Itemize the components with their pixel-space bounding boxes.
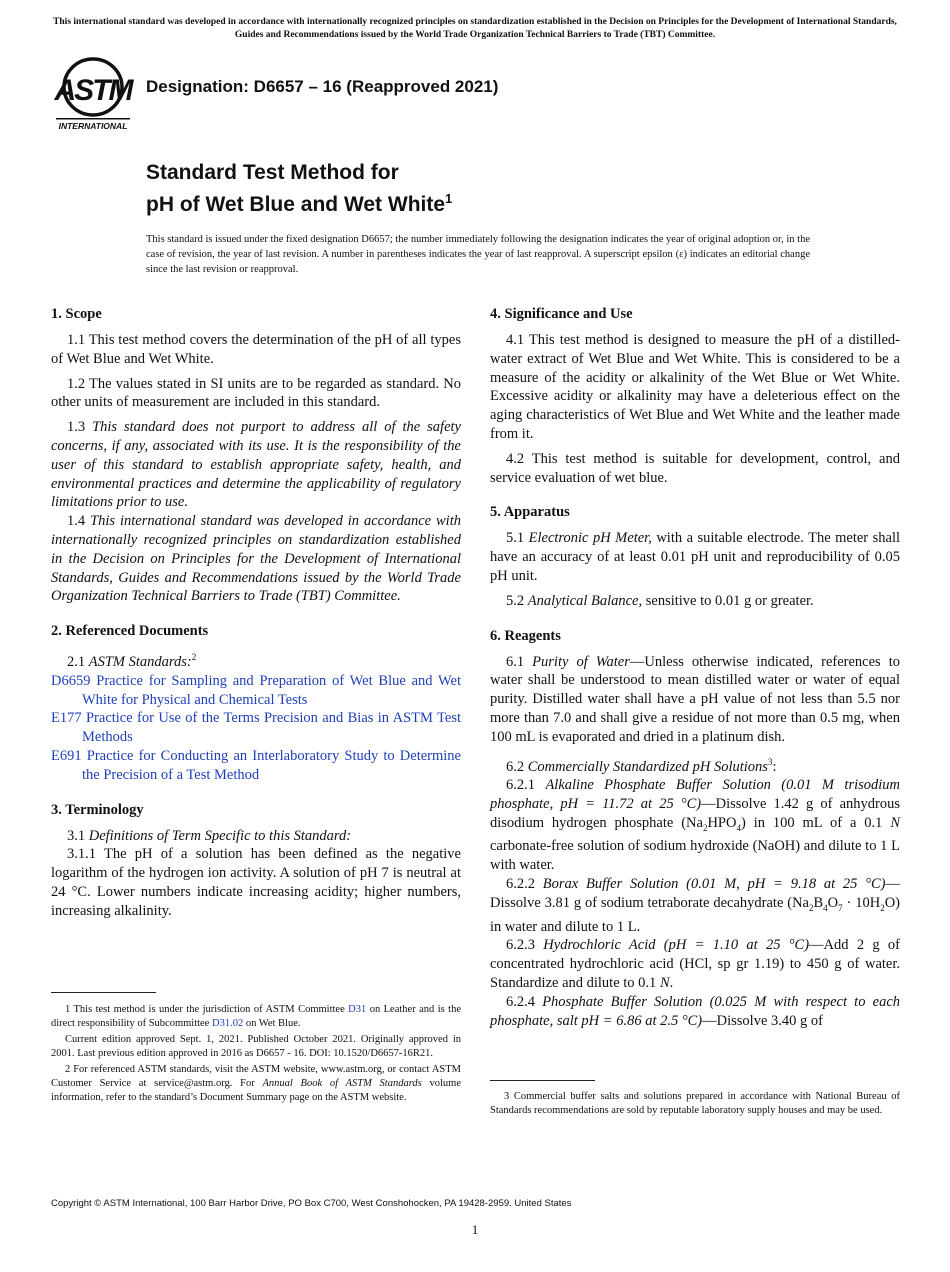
footnote-text: on Wet Blue.	[243, 1018, 301, 1029]
footnote-rule-right	[490, 1080, 595, 1081]
footnote-text: 2 For referenced ASTM standards, visit the ASTM website, www.astm.org, or contact ASTM Customer Service at service@astm.org. For	[51, 1064, 461, 1089]
document-title	[146, 160, 452, 218]
para-number: 5.2	[506, 592, 528, 609]
para-text: ) in 100 mL of a 0.1	[740, 814, 891, 831]
para-4-2: 4.2 This test method is suitable for development, control, and service evaluation of wet blue.	[490, 450, 900, 486]
footnote-text: volume information, refer to the standard’s Document Summary page on the ASTM website.	[51, 1078, 461, 1103]
para-text: · 10H	[842, 894, 881, 911]
para-text: O	[827, 894, 839, 911]
astm-logo	[52, 56, 134, 132]
section-6-heading: 6. Reagents	[490, 627, 561, 644]
para-number: 6.1	[506, 653, 533, 670]
page-number: 1	[471, 1222, 479, 1237]
reference-code[interactable]: E691	[51, 747, 82, 764]
para-text: :	[772, 758, 777, 775]
para-2-1	[51, 648, 461, 672]
section-2-heading: 2. Referenced Documents	[51, 623, 209, 640]
reference-d6659[interactable]	[51, 672, 461, 710]
section-3-heading: 3. Terminology	[51, 801, 144, 818]
left-column	[51, 305, 461, 927]
para-number: 1.3	[67, 419, 93, 436]
para-number: 3.1	[67, 827, 89, 844]
para-text: sensitive to 0.01 g or greater.	[642, 592, 814, 609]
para-text: B	[813, 894, 824, 911]
para-6-2-2	[490, 875, 900, 936]
para-italic: Commercially Standardized pH Solutions	[527, 758, 768, 775]
para-italic: N	[890, 814, 900, 831]
reference-e177[interactable]	[51, 709, 461, 747]
para-3-1-1: 3.1.1 The pH of a solution has been defined as the negative logarithm of the hydrogen ion activity. A solution of pH 7 is neutral at 24 °C. Lower numbers indicate increasing acidity; higher numbers, increasing alkalinity.	[51, 846, 461, 919]
para-text: —Dissolve 3.81 g of sodium tetraborate decahydrate (Na	[490, 876, 901, 911]
para-number: 5.1	[506, 530, 529, 547]
svg-text:ASTM: ASTM	[54, 74, 132, 107]
para-6-2	[490, 753, 900, 777]
para-1-3	[51, 418, 461, 512]
subscript: 4	[736, 822, 741, 833]
para-text: ASTM Standards:	[88, 653, 192, 670]
title-line-2	[146, 186, 452, 218]
footnotes-left	[51, 1003, 461, 1107]
development-notice: This international standard was developed in accordance with internationally recognized principles on standardization established in the Decision on Principles for the Development of International Standards, Guides and Recommendations issued by the World Trade Organization Technical Barriers to Trade (TBT) Committee.	[53, 17, 897, 40]
para-text: —Dissolve 3.40 g of	[702, 1012, 823, 1029]
para-italic: Analytical Balance,	[527, 592, 643, 609]
para-5-1	[490, 529, 900, 585]
para-5-2	[490, 592, 900, 611]
para-text: —Unless otherwise indicated, references to water shall be understood to mean distilled water or water of equal purity. Distilled water shall have a pH value of not less than 5.5 nor more than 7.0 and shall give a residue of not more than 0.5 mg, when 100 mL is evaporated and dried in a platinum dish.	[490, 653, 900, 745]
para-number: 6.2	[506, 758, 528, 775]
section-1-heading: 1. Scope	[51, 306, 102, 322]
reference-code[interactable]: D6659	[51, 672, 91, 689]
para-1-2: 1.2 The values stated in SI units are to be regarded as standard. No other units of measurement are included in this standard.	[51, 375, 461, 411]
para-italic: Electronic pH Meter,	[528, 530, 652, 547]
footnote-1	[51, 1003, 461, 1031]
footnote-text: on Leather and is the direct responsibility of Subcommittee	[51, 1004, 461, 1029]
right-column	[490, 305, 900, 1030]
para-number: 6.2.4	[506, 993, 543, 1010]
copyright-notice: Copyright © ASTM International, 100 Barr Harbor Drive, PO Box C700, West Conshohocken, PA 19428-2959. United States	[51, 1198, 572, 1209]
issuance-statement: This standard is issued under the fixed designation D6657; the number immediately following the designation indicates the year of original adoption or, in the case of revision, the year of last revision. A number in parentheses indicates the year of last reapproval. A superscript epsilon (ε) indicates an editorial change since the last revision or reapproval.	[146, 234, 810, 275]
para-6-2-1	[490, 776, 900, 875]
para-italic: Hydrochloric Acid (pH = 1.10 at 25 °C)	[543, 937, 810, 954]
subscript: 2	[702, 822, 708, 833]
para-number: 6.2.1	[506, 777, 546, 794]
para-number: 6.2.3	[506, 937, 544, 954]
para-text: with a suitable electrode. The meter shall have an accuracy of at least 0.01 pH unit and reproducibility of 0.05 pH unit.	[490, 530, 901, 584]
footnote-3: 3 Commercial buffer salts and solutions prepared in accordance with National Bureau of Standards recommendations are sold by reputable laboratory supply houses and may be used.	[490, 1091, 900, 1116]
para-number: 2.1	[67, 653, 89, 670]
para-text: —Add 2 g of concentrated hydrochloric acid (HCl, sp gr 1.19) to 450 g of water. Standardize and dilute to 0.1	[490, 937, 900, 991]
svg-text:INTERNATIONAL: INTERNATIONAL	[58, 121, 128, 131]
astm-logo-icon	[52, 56, 134, 132]
para-text: Definitions of Term Specific to this Standard:	[88, 827, 352, 844]
para-3-1	[51, 827, 461, 846]
para-1-4	[51, 512, 461, 606]
committee-link[interactable]: D31	[348, 1004, 367, 1015]
reference-title[interactable]: Practice for Sampling and Preparation of Wet Blue and Wet White for Physical and Chemical Tests	[82, 672, 461, 708]
designation: Designation: D6657 – 16 (Reapproved 2021)	[146, 77, 499, 96]
para-italic: N	[659, 974, 670, 991]
para-1-1: 1.1 This test method covers the determination of the pH of all types of Wet Blue and Wet White.	[51, 332, 461, 367]
footnotes-right	[490, 1090, 900, 1120]
para-italic: Borax Buffer Solution (0.01 M, pH = 9.18 at 25 °C)	[542, 876, 886, 893]
title-footnote-ref[interactable]: 1	[445, 191, 453, 206]
para-text: —Dissolve 1.42 g of anhydrous disodium hydrogen phosphate (Na	[490, 795, 900, 831]
reference-title[interactable]: Practice for Use of the Terms Precision and Bias in ASTM Test Methods	[81, 710, 461, 746]
title-text: pH of Wet Blue and Wet White	[146, 193, 446, 216]
para-6-2-4	[490, 993, 900, 1031]
para-number: 1.4	[67, 513, 91, 530]
para-italic: Phosphate Buffer Solution (0.025 M with respect to each phosphate, salt pH = 6.86 at 2.5 °C)	[490, 993, 901, 1029]
footnote-ref[interactable]: 2	[191, 652, 197, 663]
title-line-1: Standard Test Method for	[146, 161, 399, 184]
para-4-1: 4.1 This test method is designed to measure the pH of a distilled-water extract of Wet Blue and Wet White. This is considered to be a measure of the acidity or alkalinity of the Wet Blue or Wet White. Excessive acidity or alkalinity may have a deleterious effect on the aging characteristics of Wet Blue and Wet White and the leather made from it.	[490, 332, 900, 442]
para-text: This standard does not purport to address all of the safety concerns, if any, associated with its use. It is the responsibility of the user of this standard to establish appropriate safety, health, and environmental practices and determine the applicability of regulatory limitations prior to use.	[51, 419, 461, 511]
para-text: carbonate-free solution of sodium hydroxide (NaOH) and dilute to 1 L with water.	[490, 838, 900, 874]
footnote-1-edition: Current edition approved Sept. 1, 2021. Published October 2021. Originally approved in 2001. Last previous edition approved in 2016 as D6657 - 16. DOI: 10.1520/D6657-16R21.	[51, 1034, 461, 1059]
footnote-ref[interactable]: 3	[767, 756, 773, 767]
reference-e691[interactable]	[51, 747, 461, 785]
para-text: O) in water and dilute to 1 L.	[490, 894, 900, 935]
footnote-2	[51, 1063, 461, 1105]
para-6-2-3	[490, 936, 900, 992]
reference-title[interactable]: Practice for Conducting an Interlaboratory Study to Determine the Precision of a Test Method	[81, 747, 461, 783]
footnote-rule-left	[51, 992, 156, 993]
para-italic: Purity of Water	[532, 653, 630, 670]
para-italic: Alkaline Phosphate Buffer Solution (0.01 M trisodium phosphate, pH = 11.72 at 25 °C)	[490, 777, 901, 812]
subscript: 7	[838, 902, 843, 913]
section-4-heading: 4. Significance and Use	[490, 306, 633, 322]
para-text: HPO	[707, 814, 737, 831]
para-6-1	[490, 653, 900, 747]
reference-code[interactable]: E177	[51, 710, 82, 727]
para-number: 6.2.2	[506, 876, 543, 893]
subscript: 2	[880, 902, 885, 913]
para-text: .	[669, 974, 674, 991]
section-5-heading: 5. Apparatus	[490, 504, 570, 521]
subcommittee-link[interactable]: D31.02	[211, 1018, 244, 1029]
subscript: 4	[823, 902, 828, 913]
footnote-italic: Annual Book of ASTM Standards	[262, 1078, 422, 1089]
subscript: 2	[808, 902, 814, 913]
para-text: This international standard was developed in accordance with internationally recognized principles on standardization established in the Decision on Principles for the Development of International Standards, Guides and Recommendations issued by the World Trade Organization Technical Barriers to Trade (TBT) Committee.	[51, 513, 461, 605]
footnote-text: 1 This test method is under the jurisdiction of ASTM Committee	[65, 1004, 349, 1015]
